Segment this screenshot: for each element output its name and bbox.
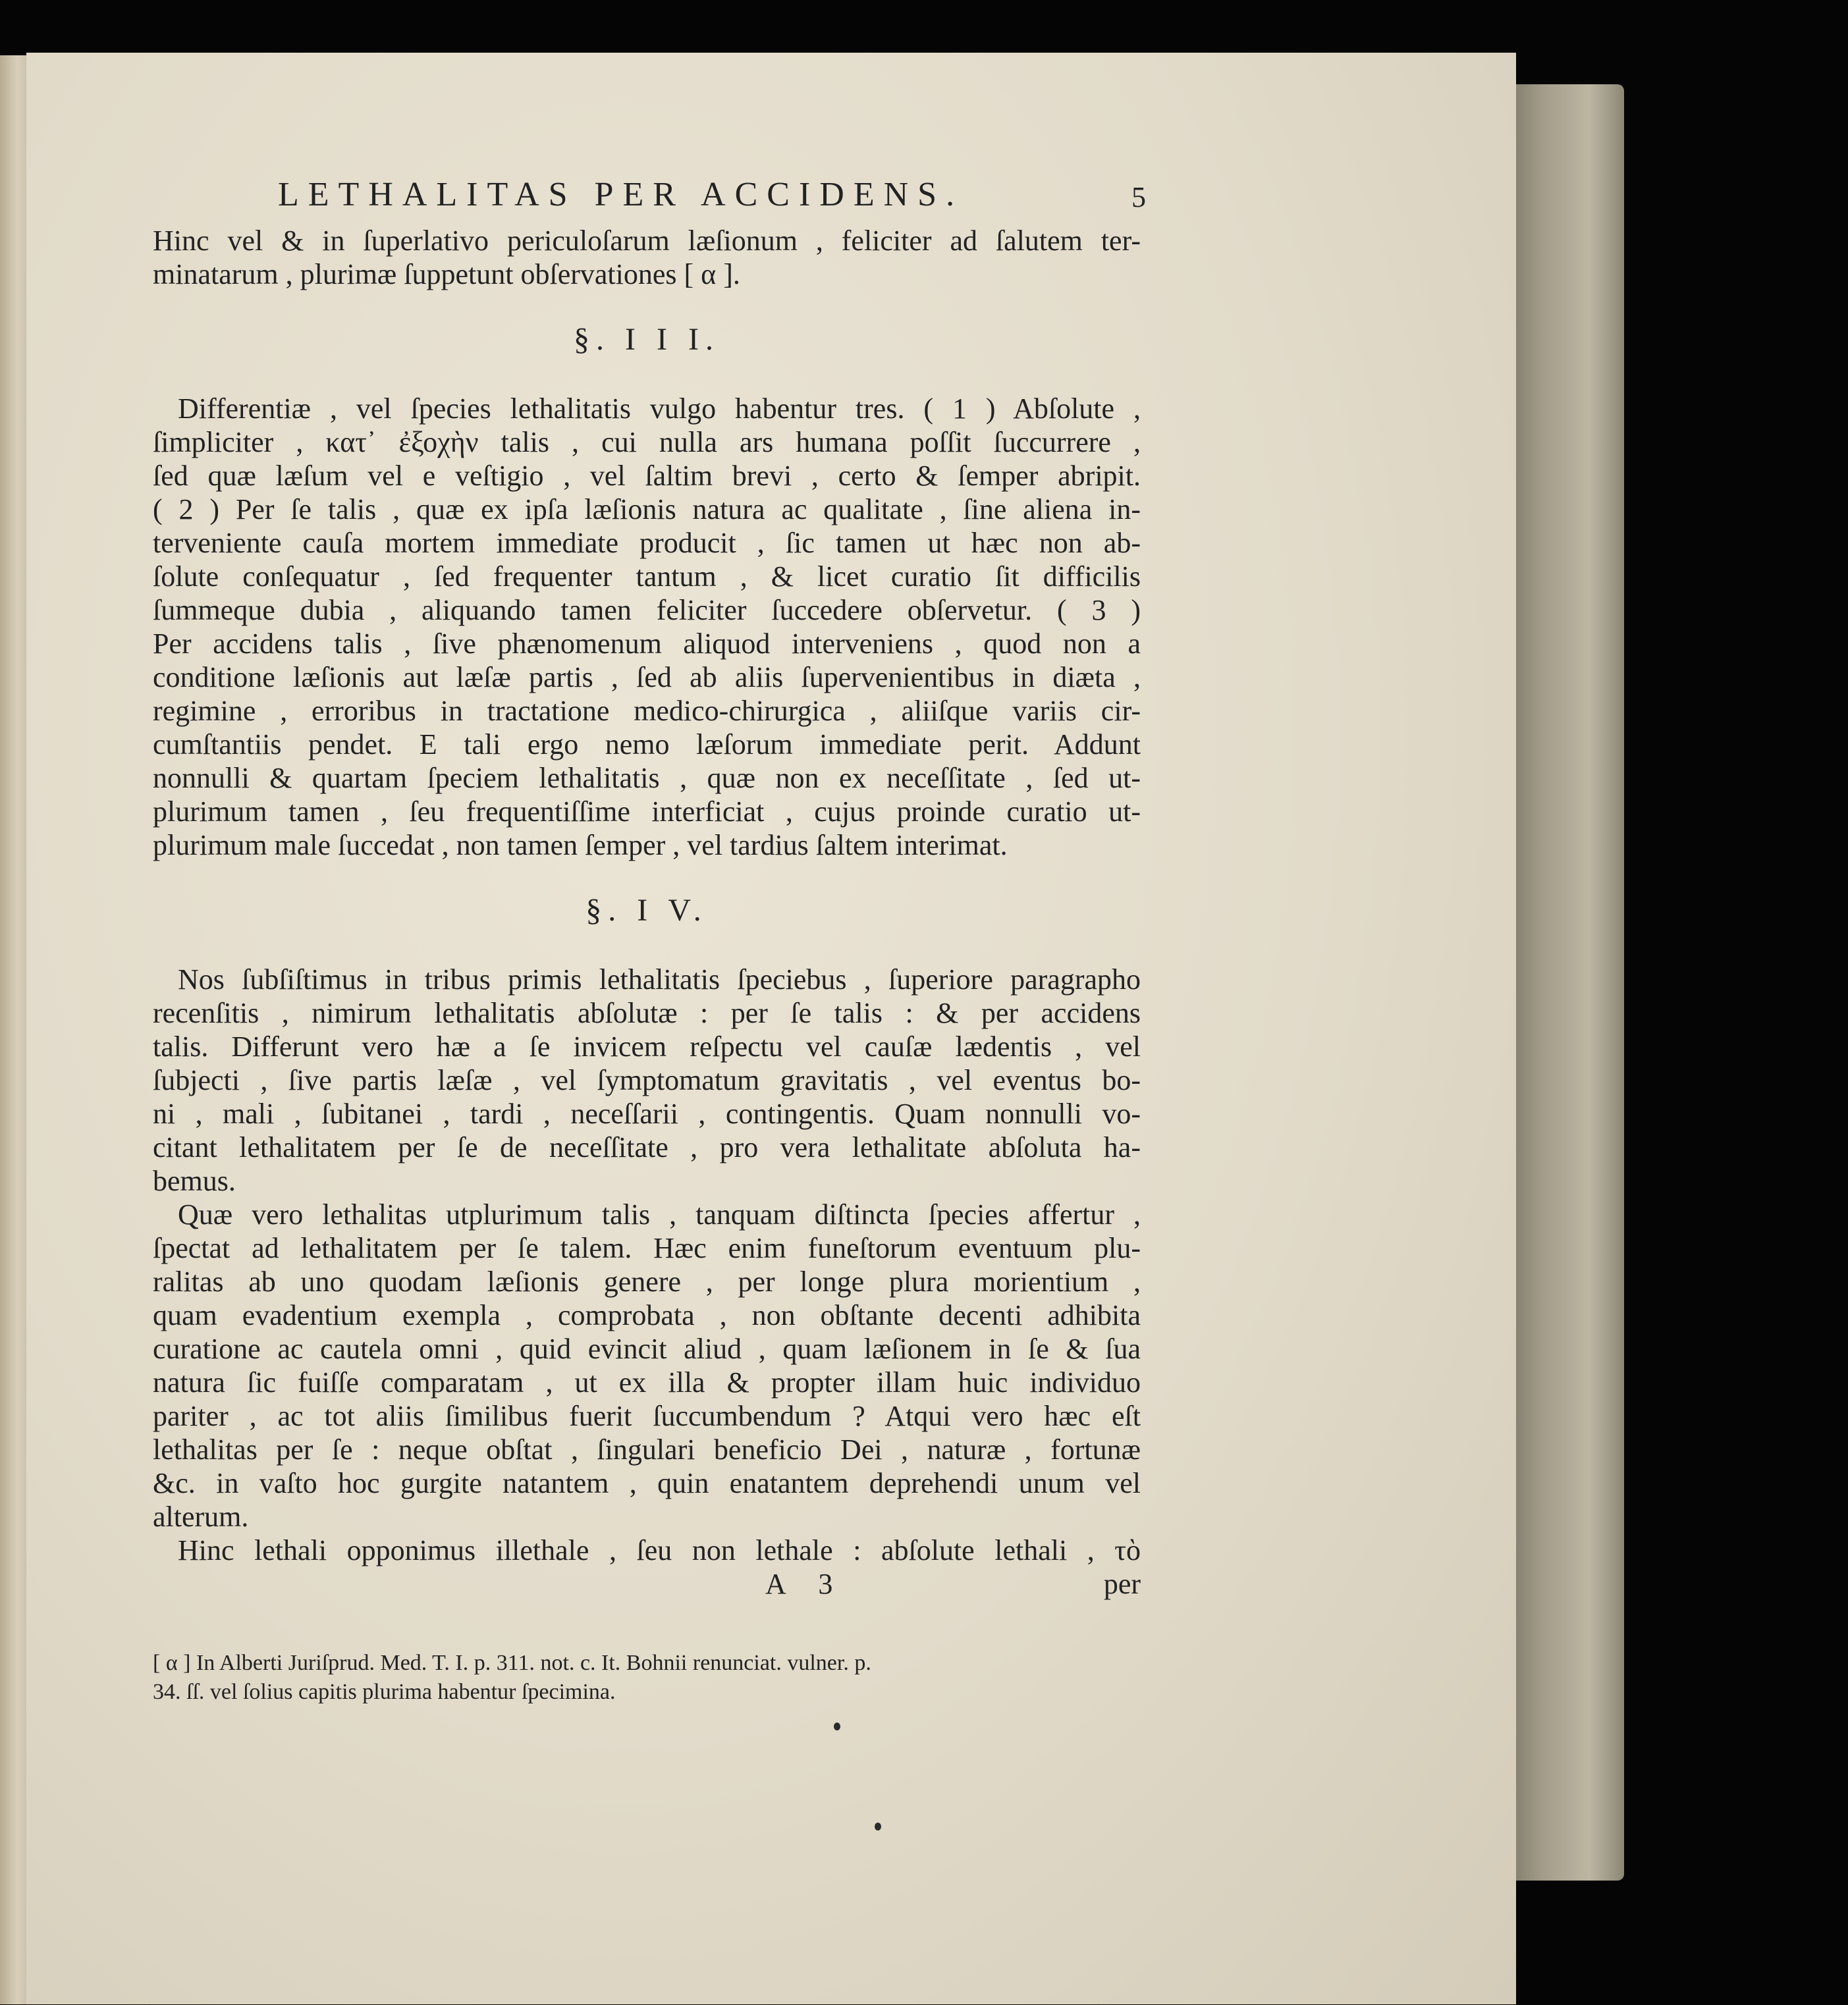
running-head-title: LETHALITAS PER ACCIDENS. <box>278 176 964 213</box>
text-line: Hinc vel & in ſuperlativo periculoſarum læſionum , feliciter ad ſalutem ter- <box>153 225 1141 257</box>
text-line: ſimpliciter , κατ᾽ ἐξοχὴν talis , cui nulla ars humana poſſit ſuccurrere , <box>153 426 1141 458</box>
text-line: Per accidens talis , ſive phænomenum aliquod interveniens , quod non a <box>153 628 1141 660</box>
text-line: Quæ vero lethalitas utplurimum talis , tanquam diſtincta ſpecies affertur , <box>178 1198 1141 1231</box>
text-line: Hinc lethali opponimus illethale , ſeu non lethale : abſolute lethali , τὸ <box>178 1534 1141 1566</box>
text-line: natura ſic fuiſſe comparatam , ut ex illa & propter illam huic individuo <box>153 1366 1141 1399</box>
footnote-line: 34. ſſ. vel ſolius capitis plurima habentur ſpecimina. <box>153 1680 616 1704</box>
signature-line <box>153 1567 1141 1603</box>
text-line: ſed quæ læſum vel e veſtigio , vel ſaltim brevi , certo & ſemper abripit. <box>153 460 1141 492</box>
main-text <box>153 176 1146 1603</box>
footnotes <box>153 1649 1141 1707</box>
text-line: &c. in vaſto hoc gurgite natantem , quin enatantem deprehendi unum vel <box>153 1467 1141 1499</box>
book-page <box>26 53 1516 2004</box>
book-edge <box>1508 84 1624 1881</box>
text-line: conditione læſionis aut læſæ partis , ſed ab aliis ſupervenientibus in diæta , <box>153 661 1141 693</box>
text-line: ( 2 ) Per ſe talis , quæ ex ipſa læſionis natura ac qualitate , ſine aliena in- <box>153 493 1141 525</box>
text-line: quam evadentium exempla , comprobata , non obſtante decenti adhibita <box>153 1299 1141 1331</box>
signature-mark: A 3 <box>765 1568 846 1600</box>
text-line: nonnulli & quartam ſpeciem lethalitatis , quæ non ex neceſſitate , ſed ut- <box>153 762 1141 794</box>
text-line: ſummeque dubia , aliquando tamen feliciter ſuccedere obſervetur. ( 3 ) <box>153 594 1141 626</box>
section-heading-3: §. I I I. <box>574 322 720 357</box>
text-line: Differentiæ , vel ſpecies lethalitatis vulgo habentur tres. ( 1 ) Abſolute , <box>178 392 1141 425</box>
text-line: ſolute conſequatur , ſed frequenter tantum , & licet curatio ſit difficilis <box>153 560 1141 593</box>
text-line: alterum. <box>153 1501 249 1533</box>
text-line: pariter , ac tot aliis ſimilibus fuerit ſuccumbendum ? Atqui vero hæc eſt <box>153 1400 1141 1432</box>
text-line: ni , mali , ſubitanei , tardi , neceſſarii , contingentis. Quam nonnulli vo- <box>153 1098 1141 1130</box>
text-line: recenſitis , nimirum lethalitatis abſolutæ : per ſe talis : & per accidens <box>153 997 1141 1029</box>
running-head <box>153 176 1146 224</box>
text-line: terveniente cauſa mortem immediate producit , ſic tamen ut hæc non ab- <box>153 527 1141 559</box>
text-line: ralitas ab uno quodam læſionis genere , per longe plura morientium , <box>153 1266 1141 1298</box>
text-line: citant lethalitatem per ſe de neceſſitate , pro vera lethalitate abſoluta ha- <box>153 1131 1141 1163</box>
footnote-line: [ α ] In Alberti Juriſprud. Med. T. I. p. 311. not. c. It. Bohnii renunciat. vulner. p. <box>153 1651 871 1675</box>
text-line: plurimum male ſuccedat , non tamen ſemper , vel tardius ſaltem interimat. <box>153 829 1008 861</box>
text-line: minatarum , plurimæ ſuppetunt obſervationes [ α ]. <box>153 258 740 290</box>
text-line: lethalitas per ſe : neque obſtat , ſingulari beneficio Dei , naturæ , fortunæ <box>153 1433 1141 1466</box>
text-line: curatione ac cautela omni , quid evincit aliud , quam læſionem in ſe & ſua <box>153 1333 1141 1365</box>
text-line: ſubjecti , ſive partis læſæ , vel ſymptomatum gravitatis , vel eventus bo- <box>153 1064 1141 1096</box>
ink-speck <box>834 1723 840 1730</box>
text-line: plurimum tamen , ſeu frequentiſſime interficiat , cujus proinde curatio ut- <box>153 795 1141 828</box>
text-line: bemus. <box>153 1165 236 1197</box>
text-line: cumſtantiis pendet. E tali ergo nemo læſorum immediate perit. Addunt <box>153 728 1141 761</box>
text-line: Nos ſubſiſtimus in tribus primis lethalitatis ſpeciebus , ſuperiore paragrapho <box>178 963 1141 996</box>
ink-speck <box>875 1823 881 1831</box>
facing-page-edge <box>0 55 29 2004</box>
text-line: ſpectat ad lethalitatem per ſe talem. Hæc enim funeſtorum eventuum plu- <box>153 1232 1141 1264</box>
section-heading-4: §. I V. <box>585 893 708 928</box>
text-line: regimine , erroribus in tractatione medico-chirurgica , aliiſque variis cir- <box>153 695 1141 727</box>
page-number: 5 <box>1131 181 1146 213</box>
catchword: per <box>1103 1568 1141 1600</box>
text-line: talis. Differunt vero hæ a ſe invicem reſpectu vel cauſæ lædentis , vel <box>153 1030 1141 1063</box>
